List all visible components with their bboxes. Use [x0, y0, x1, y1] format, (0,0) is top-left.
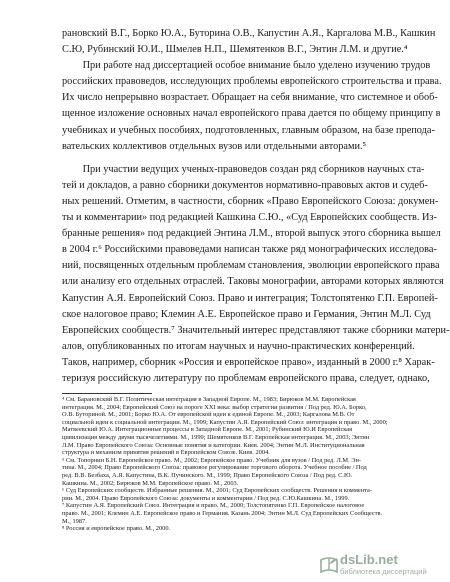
footnote-line: О.В. Буториной. М., 2001; Борко Ю.А. От европейской идеи к единой Европе. М., 2003; Каргалова М.В. От [62, 411, 355, 419]
body-line: вательских коллективов отдельных вузов или отдельными авторами.⁵ [62, 140, 367, 152]
footnote-line: ⁷ Капустин А.Я. Европейский Союз. Интеграция и право. М., 2000; Толстопятенко Г.П. Европейское налоговое [62, 502, 365, 510]
body-line: Их число непрерывно возрастает. Обращает на себя внимание, что системное и обоб- [62, 92, 438, 104]
footnote-line: рии. М., 2004. Право Европейского Союза: документы и комментарии / Под ред. С.Ю.Кашкина. М., 1999. [62, 494, 350, 502]
body-line: При работе над диссертацией особое внимание было уделено изучению трудов [62, 60, 431, 72]
footnote-line: ред. В.В. Безбаха, А.Я. Капустина, В.К. Пучинского. М., 1999; Право Европейского Союза / Под ред. С.Ю. [62, 471, 353, 479]
body-line: ных решений. Отметим, в частности, сборник «Право Европейского Союза: докумен- [62, 195, 439, 207]
body-line: тей и докладов, а равно сборники документов нормативно-правовых актов и судеб- [62, 179, 428, 191]
body-line: рановский В.Г., Борко Ю.А., Буторина О.В., Капустин А.Я., Каргалова М.В., Кашкин [62, 28, 436, 39]
footnote-line: ⁵ См. Топорнин Б.Н. Европейское право. М., 2002; Европейское право. Учебник для вузов / Под ред. Л.М. Эн- [62, 456, 362, 464]
body-line: алов, опубликованных по итогам научных и научно-практических конференций. [62, 340, 415, 352]
watermark-brand: dsLib.net [340, 552, 398, 567]
footnote-line: цивилизация между двумя тысячелетиями. М., 1999; Шемятенков В.Г. Европейская интеграция. М., 2003; Энтин [62, 433, 370, 441]
body-line: бранные решения» под редакцией Энтина Л.М., второй выпуск этого сборника вышел [62, 228, 441, 240]
footnote-line: ⁴ См. Барановский В.Г. Политическая интеграция в Западной Европе. М., 1983; Бирюков М.М. Европейская [62, 396, 356, 403]
body-line: Капустин А.Я. Европейский Союз. Право и интеграция; Толстопятенко Г.П. Европей- [62, 292, 438, 304]
paragraph-gap [62, 155, 412, 162]
footnote-line: М., 1987. [62, 517, 87, 525]
body-line: С.Ю, Рубинский Ю.И., Шмелев Н.П., Шемятенков В.Г., Энтин Л.М. и другие.⁴ [62, 44, 408, 56]
footnotes [62, 396, 417, 533]
body-line: или анализу его отдельных отраслей. Таковы монографии, авторами которых являются [62, 276, 444, 288]
footnote-line: структура и механизм принятия решений в Европейском Союзе. Киев. 2004. [62, 449, 270, 457]
body-line: российских правоведов, исследующих проблемы европейского строительства и права. [62, 76, 442, 88]
watermark-subtitle: библиотека диссертаций [340, 567, 427, 576]
footnote-line: Матвеевский Ю.А. Интеграционные процессы в Западной Европе. М., 2001; Рубинский Ю.И Европейская [62, 426, 353, 434]
body-line: ний, посвященных отдельным проблемам становления, эволюции европейского права [62, 260, 440, 272]
footnote-line: ⁶ Суд Европейских сообществ. Избранные решения. М., 2001; Суд Европейских сообществ. Решения и коммента- [62, 487, 372, 495]
footnote-line: право. М., 2001; Клемин А.Е. Европейское право и Германия. Казань 2004; Энтин М.Л. Суд Европейских Сообществ. [62, 509, 383, 517]
body-line: щенное изложение основных начал европейского права дается по общему принципу в [62, 108, 441, 120]
body-line: учебниках и учебных пособиях, подготовленных, главным образом, на базе препода- [62, 124, 435, 136]
footnote-line: Кашкина. М., 2002; Бирюков М.М. Европейское право. М., 2003. [62, 479, 239, 487]
body-line: Таков, например, сборник «Россия и европейское право», изданный в 2000 г.⁸ Харак- [62, 356, 435, 368]
body-line: При участии ведущих ученых-правоведов создан ряд сборников научных ста- [62, 163, 425, 175]
footnote-line: ⁸ Россия и европейское право. М., 2000. [62, 525, 171, 533]
body-line: Европейских сообществ.⁷ Значительный интерес представляют также сборники матери- [62, 324, 450, 336]
body-line: теризуя российскую литературу по проблемам европейского права, следует, однако, [62, 372, 430, 384]
footnote-separator [62, 393, 152, 394]
body-line: в 2004 г.⁶ Российскими правоведами написан также ряд монографических исследова- [62, 244, 437, 256]
body-text [62, 26, 450, 387]
book-leaf-icon [318, 554, 340, 576]
footnote-line: тина. М., 2004; Право Европейского Союза: правовое регулирование торгового оборота. Учебное пособие / Под [62, 464, 367, 472]
dslib-watermark[interactable] [318, 552, 446, 578]
footnote-line: Л.М. Право Европейского Союза: Основные понятия и категории. Киев. 2004; Энтин М.Л. Институциональная [62, 441, 365, 449]
body-line: ты и комментарии» под редакцией Кашкина С.Ю., «Суд Европейских сообществ. Из- [62, 212, 437, 224]
body-line: ское налоговое право; Клемин А.Е. Европейское право и Германия, Энтин М.Л. Суд [62, 308, 431, 320]
footnote-line: социальной идеи к социальной интеграции. М., 1999; Капустин А.Я. Европейский Союз: интеграция и право. М., 2000; [62, 418, 388, 426]
footnote-line: интеграция. М., 2004; Европейский Союз на пороге XXI века: выбор стратегии развития / Под ред. Ю.А. Борко, [62, 403, 367, 411]
